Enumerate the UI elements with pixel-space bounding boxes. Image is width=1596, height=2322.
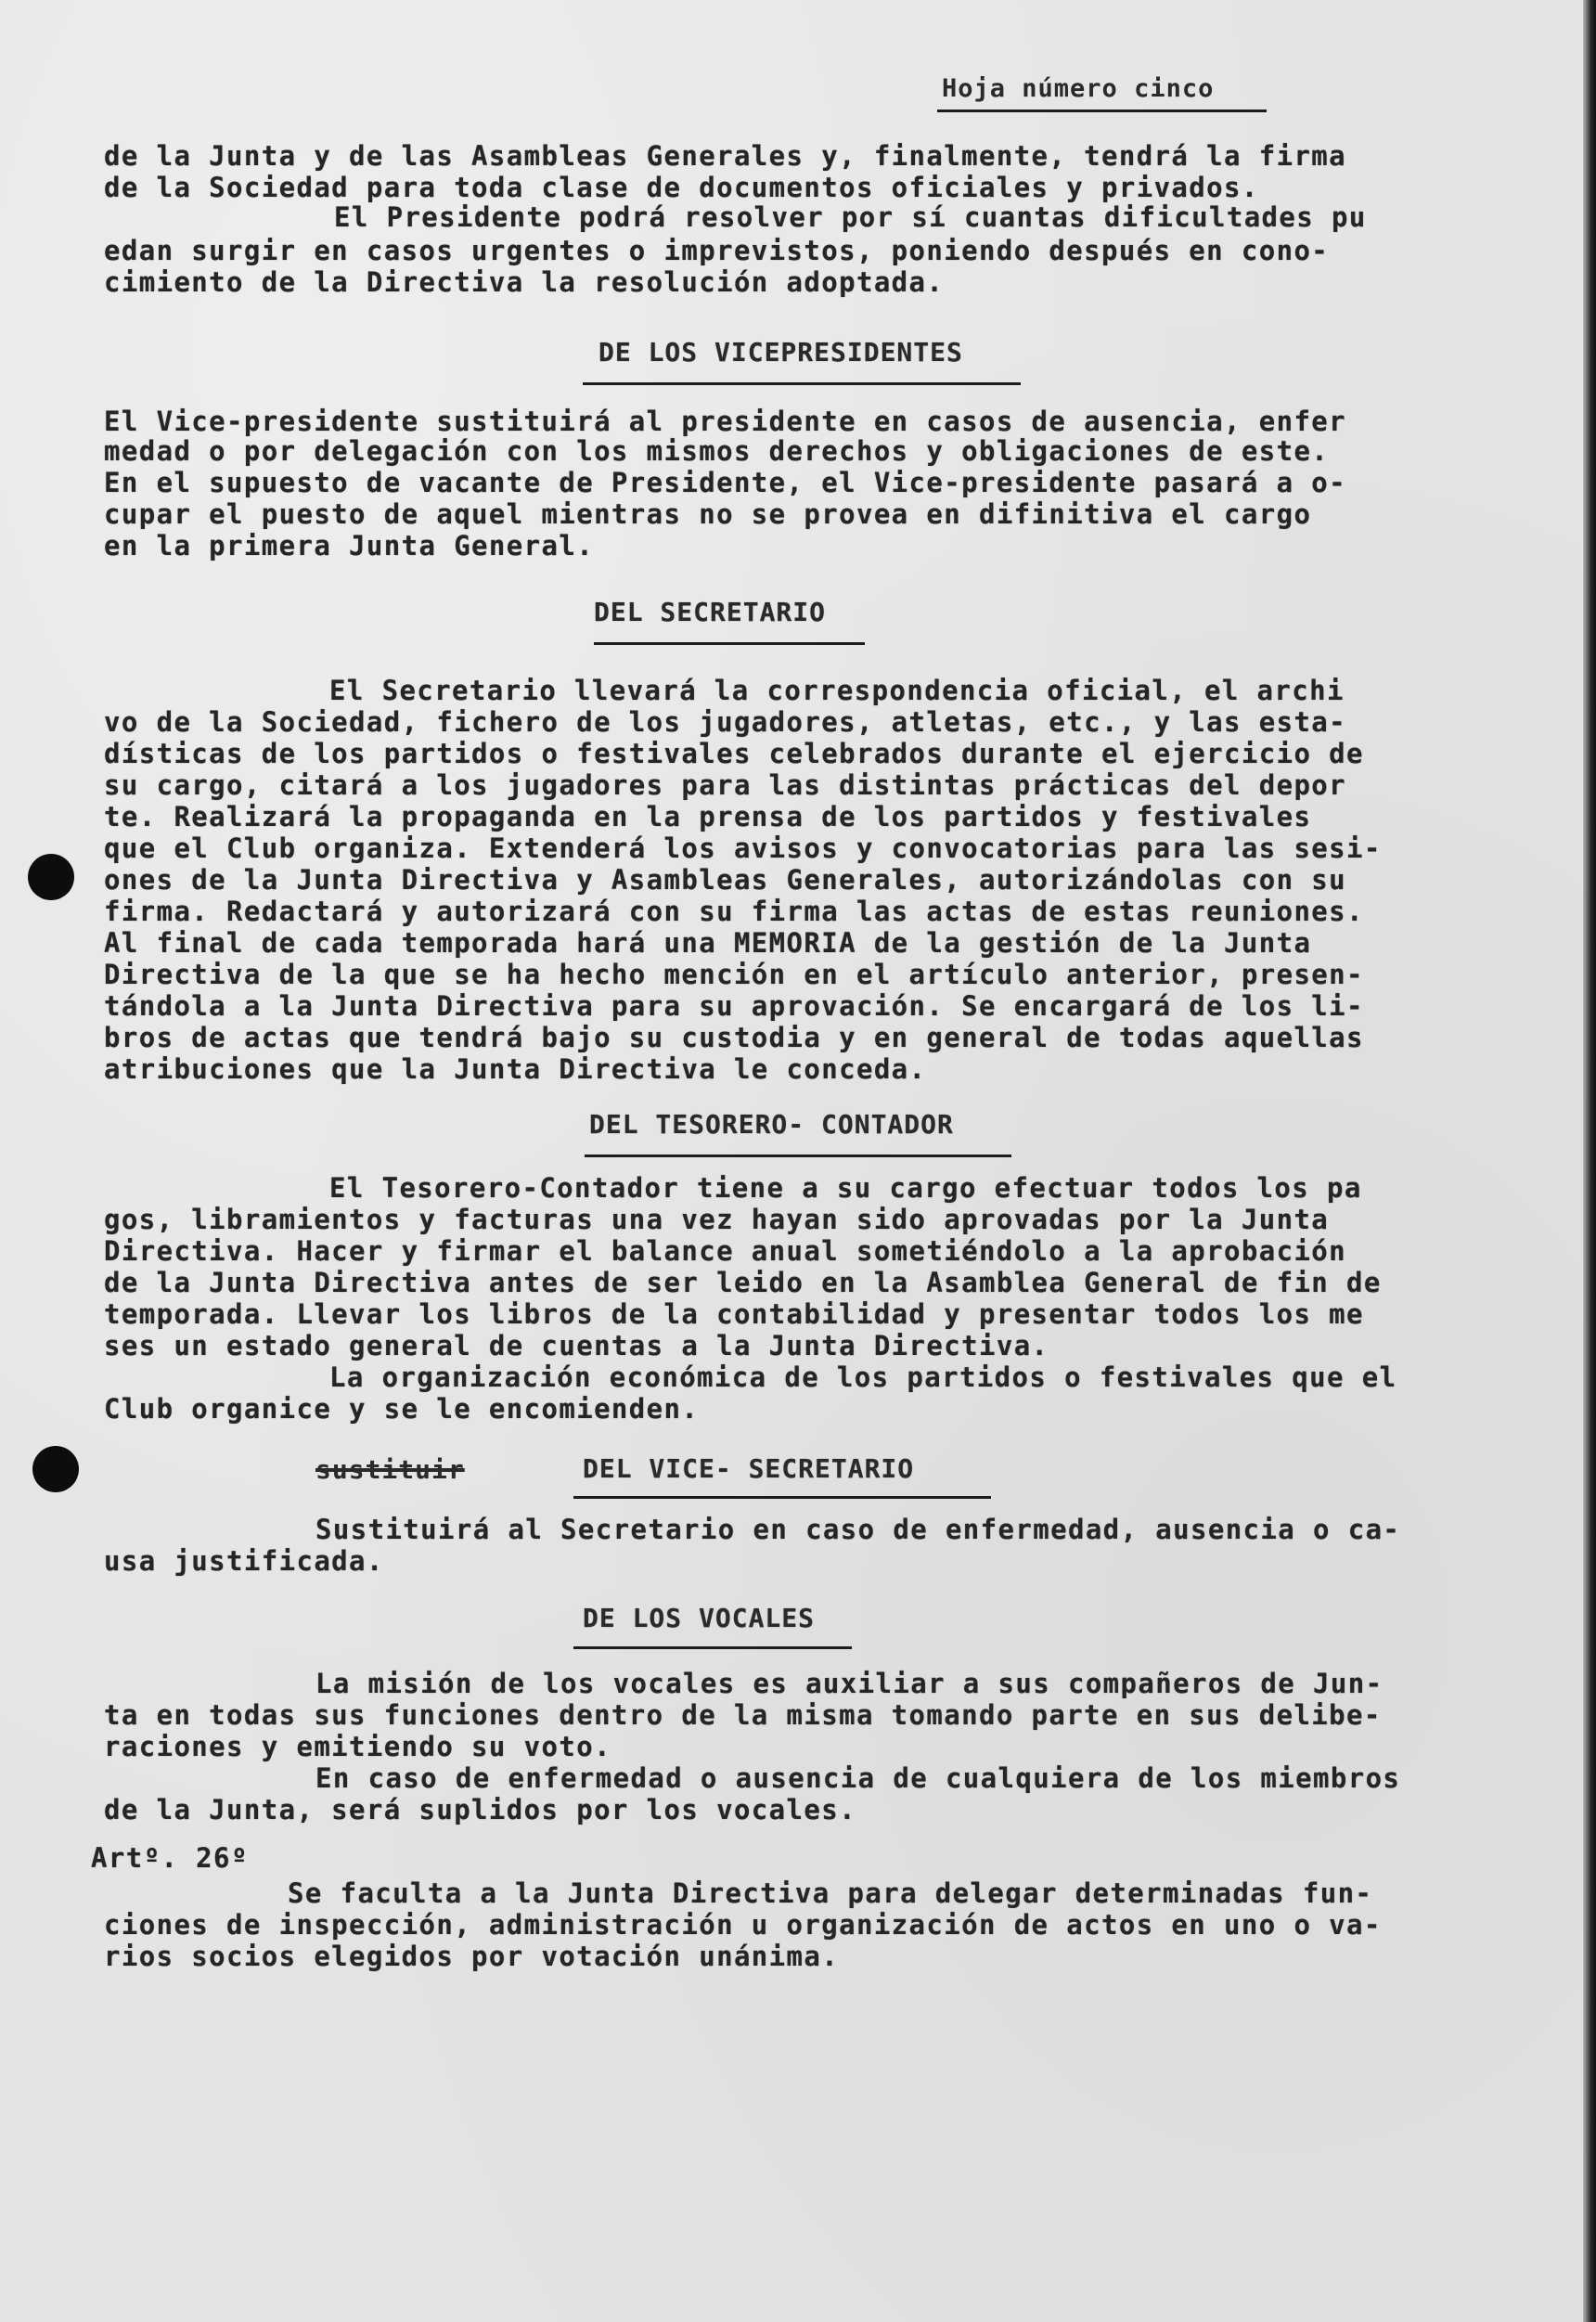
- page-number-header: Hoja número cinco: [942, 74, 1215, 103]
- text-line: tándola a la Junta Directiva para su aprovación. Se encargará de los li-: [104, 990, 1364, 1022]
- section-heading: DE LOS VICEPRESIDENTES: [598, 337, 963, 368]
- text-line: El Tesorero-Contador tiene a su cargo efectuar todos los pa: [329, 1172, 1362, 1204]
- text-line: vo de la Sociedad, fichero de los jugadores, atletas, etc., y las esta-: [104, 706, 1347, 738]
- text-line: raciones y emitiendo su voto.: [104, 1731, 611, 1762]
- text-line: dísticas de los partidos o festivales celebrados durante el ejercicio de: [104, 738, 1364, 769]
- text-line: Al final de cada temporada hará una MEMORIA de la gestión de la Junta: [104, 927, 1312, 959]
- section-heading: DEL VICE- SECRETARIO: [583, 1453, 915, 1484]
- text-line: ta en todas sus funciones dentro de la misma tomando parte en sus delibe-: [104, 1699, 1382, 1731]
- text-line: que el Club organiza. Extenderá los avisos y convocatorias para las sesi-: [104, 832, 1382, 864]
- text-line: bros de actas que tendrá bajo su custodia y en general de todas aquellas: [104, 1022, 1364, 1053]
- text-line: Sustituirá al Secretario en caso de enfermedad, ausencia o ca-: [315, 1514, 1401, 1545]
- text-line: Directiva. Hacer y firmar el balance anual sometiéndolo a la aprobación: [104, 1235, 1347, 1267]
- text-line: cupar el puesto de aquel mientras no se provea en difinitiva el cargo: [104, 498, 1312, 530]
- section-heading: DEL SECRETARIO: [594, 597, 827, 627]
- text-line: La misión de los vocales es auxiliar a sus compañeros de Jun-: [315, 1668, 1384, 1699]
- text-line: Directiva de la que se ha hecho mención en el artículo anterior, presen-: [104, 959, 1364, 990]
- heading-underline: [573, 1496, 991, 1499]
- punch-hole: [32, 1446, 79, 1492]
- text-line: usa justificada.: [104, 1545, 384, 1577]
- text-line: La organización económica de los partidos o festivales que el: [329, 1361, 1397, 1393]
- text-line: ones de la Junta Directiva y Asambleas Generales, autorizándolas con su: [104, 864, 1347, 896]
- struck-out-word: sustituir: [315, 1454, 465, 1485]
- heading-underline: [573, 1646, 852, 1649]
- heading-underline: [594, 642, 865, 645]
- text-line: de la Junta, será suplidos por los vocales.: [104, 1794, 856, 1825]
- text-line: edan surgir en casos urgentes o imprevistos, poniendo después en cono-: [104, 235, 1330, 266]
- text-line: En el supuesto de vacante de Presidente, el Vice-presidente pasará a o-: [104, 467, 1347, 498]
- heading-underline: [583, 382, 1021, 385]
- text-line: firma. Redactará y autorizará con su firma las actas de estas reuniones.: [104, 896, 1364, 927]
- text-line: de la Junta y de las Asambleas Generales y, finalmente, tendrá la firma: [104, 140, 1347, 172]
- header-underline: [937, 110, 1267, 112]
- text-line: cimiento de la Directiva la resolución adoptada.: [104, 266, 945, 298]
- text-line: El Secretario llevará la correspondencia oficial, el archi: [329, 675, 1345, 706]
- text-line: te. Realizará la propaganda en la prensa de los partidos y festivales: [104, 801, 1312, 832]
- text-line: en la primera Junta General.: [104, 530, 595, 561]
- text-line: atribuciones que la Junta Directiva le conceda.: [104, 1053, 927, 1085]
- text-line: ses un estado general de cuentas a la Junta Directiva.: [104, 1330, 1049, 1361]
- text-line: rios socios elegidos por votación unánima.: [104, 1941, 840, 1972]
- text-line: medad o por delegación con los mismos derechos y obligaciones de este.: [104, 435, 1330, 467]
- text-line: Se faculta a la Junta Directiva para delegar determinadas fun-: [288, 1877, 1373, 1909]
- punch-hole: [28, 854, 74, 900]
- text-line: El Vice-presidente sustituirá al presidente en casos de ausencia, enfer: [104, 406, 1347, 437]
- text-line: su cargo, citará a los jugadores para las distintas prácticas del depor: [104, 769, 1347, 801]
- section-heading: DEL TESORERO- CONTADOR: [589, 1109, 954, 1140]
- text-line: gos, libramientos y facturas una vez hayan sido aprovadas por la Junta: [104, 1204, 1330, 1235]
- scan-edge: [1583, 0, 1596, 2322]
- text-line: ciones de inspección, administración u organización de actos en uno o va-: [104, 1909, 1382, 1941]
- heading-underline: [585, 1155, 1011, 1157]
- section-heading: DE LOS VOCALES: [583, 1603, 816, 1633]
- text-line: temporada. Llevar los libros de la contabilidad y presentar todos los me: [104, 1298, 1364, 1330]
- text-line: de la Sociedad para toda clase de documentos oficiales y privados.: [104, 172, 1259, 203]
- text-line: de la Junta Directiva antes de ser leido en la Asamblea General de fin de: [104, 1267, 1382, 1298]
- text-line: En caso de enfermedad o ausencia de cualquiera de los miembros: [315, 1762, 1401, 1794]
- article-label: Artº. 26º: [91, 1842, 249, 1874]
- text-line: El Presidente podrá resolver por sí cuantas dificultades pu: [334, 201, 1367, 233]
- text-line: Club organice y se le encomienden.: [104, 1393, 700, 1425]
